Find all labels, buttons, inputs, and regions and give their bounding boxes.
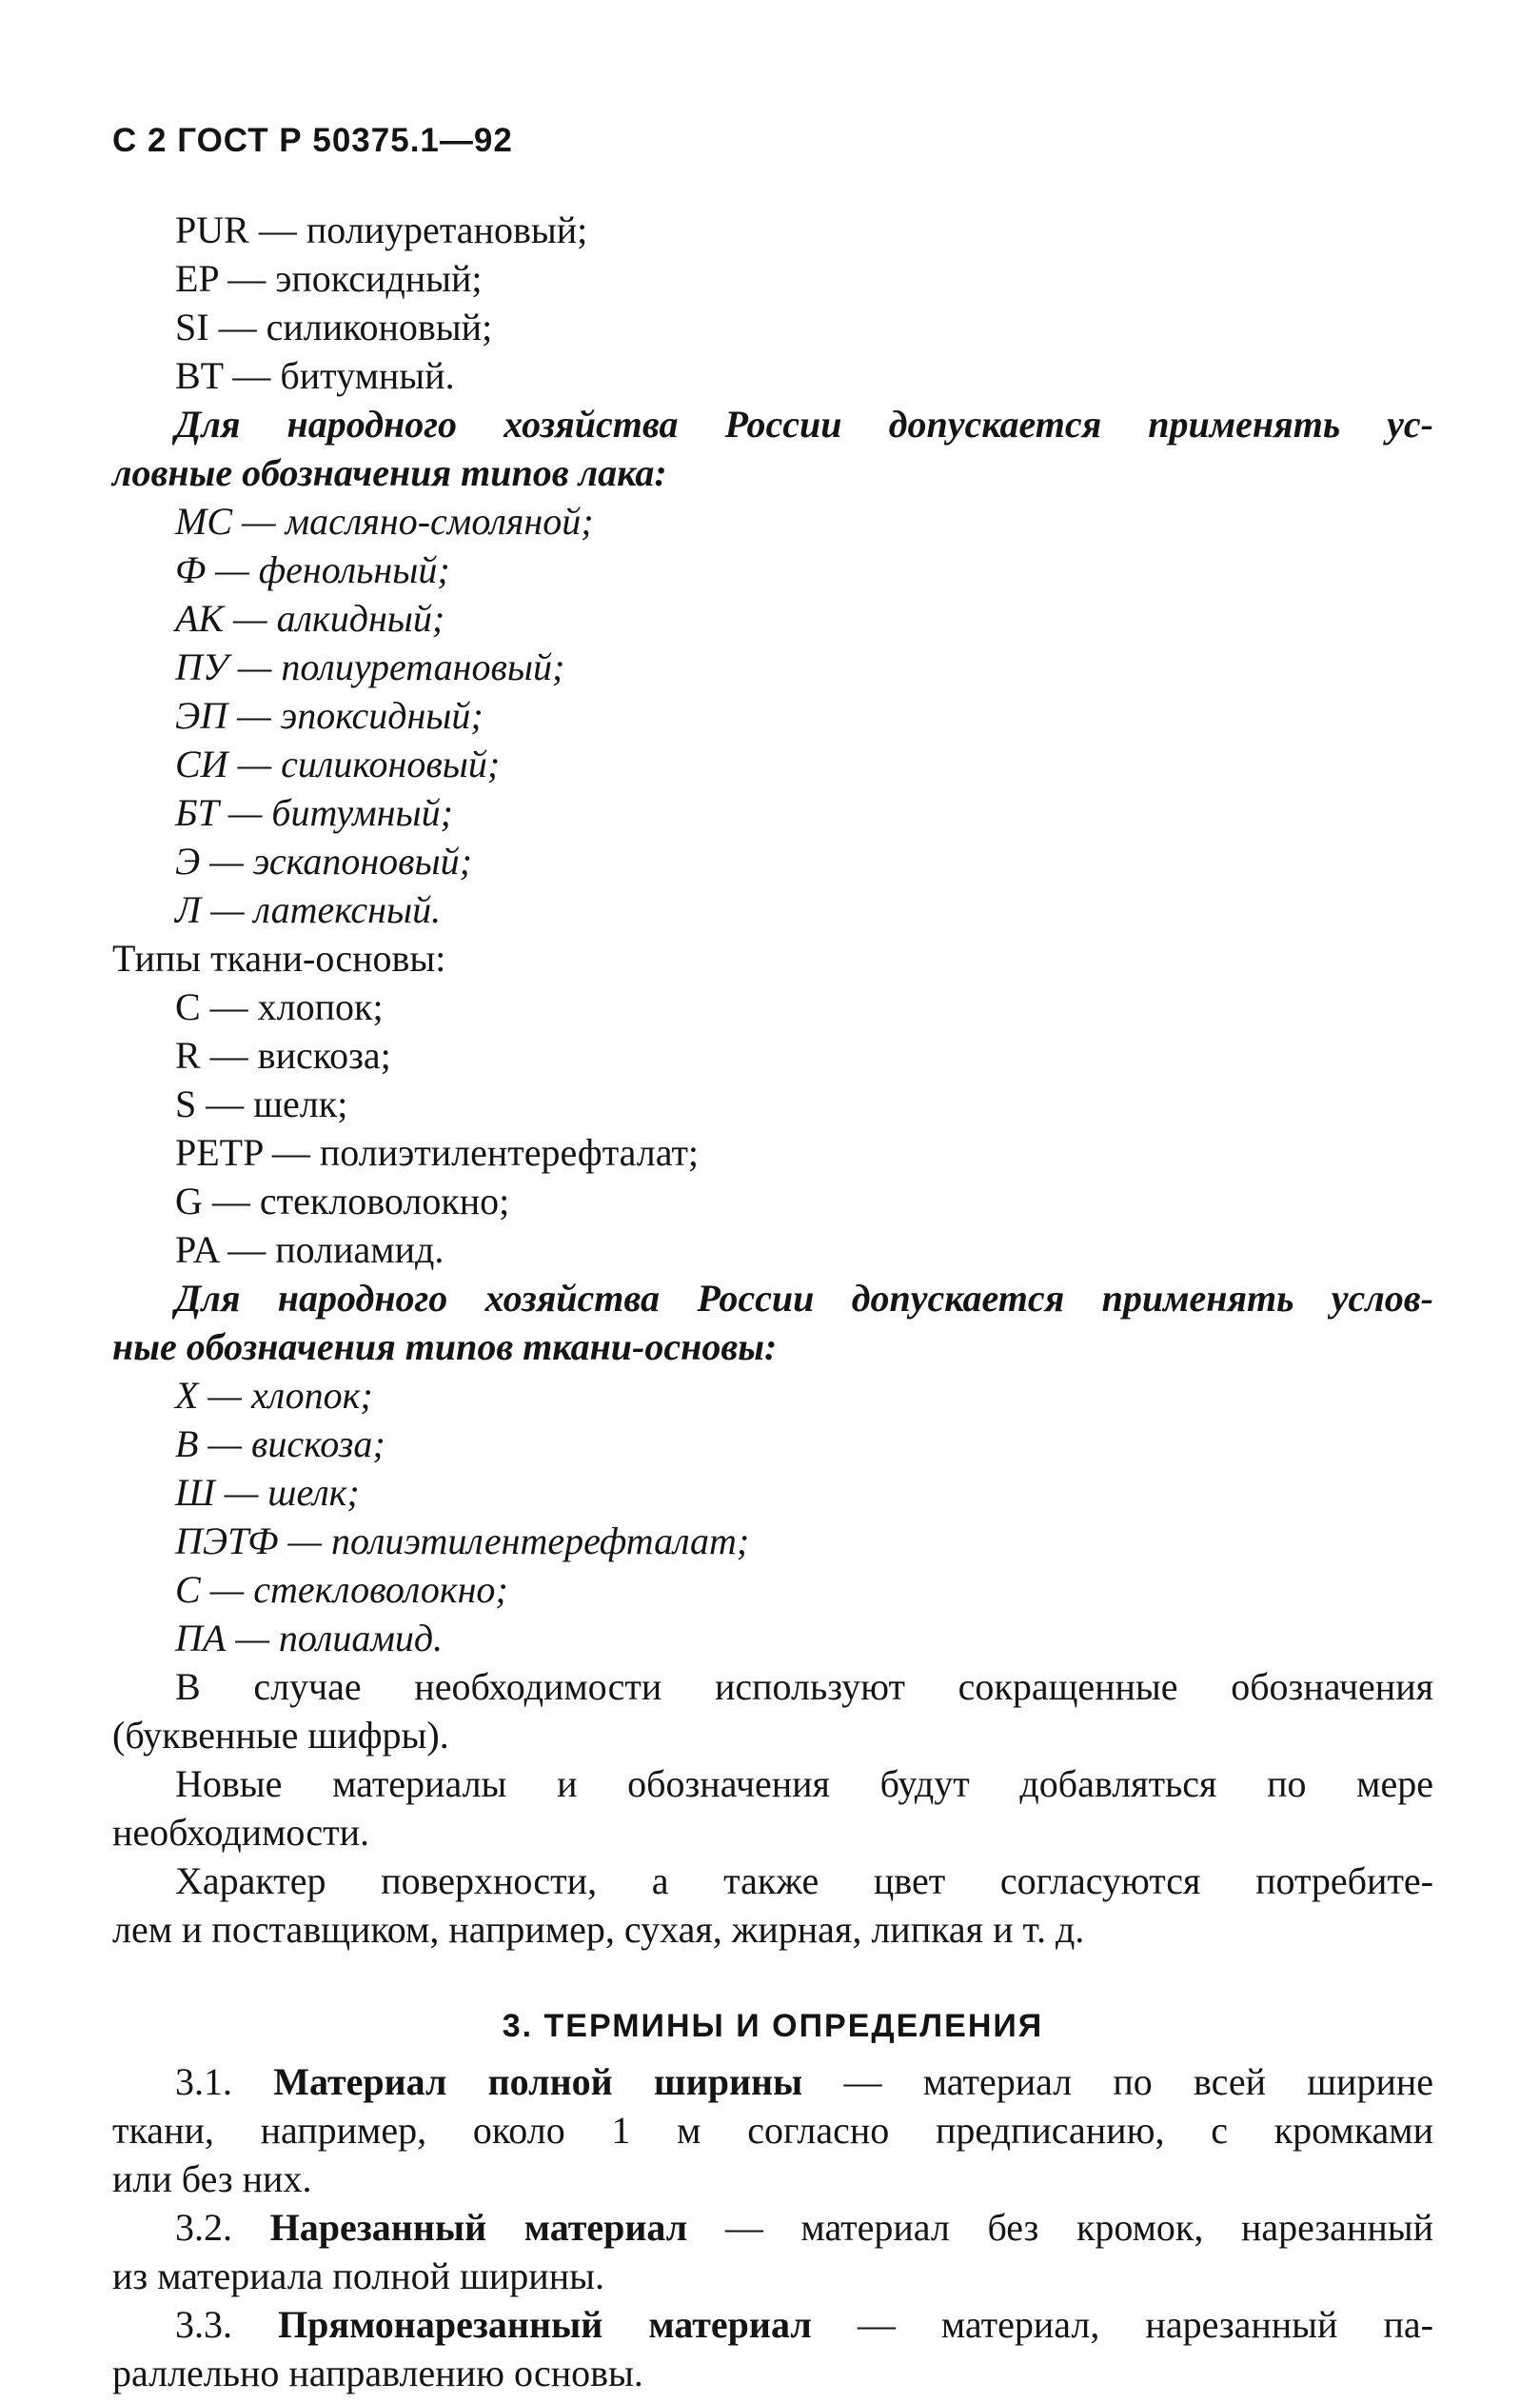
list-item: ЭП — эпоксидный;	[175, 694, 484, 737]
list-item: ПЭТФ — полиэтилентерефталат;	[175, 1519, 750, 1562]
term-name: Прямонарезанный материал	[278, 2303, 812, 2346]
section-spacer	[112, 1959, 1433, 2007]
base-fabric-list	[112, 985, 1433, 1271]
term-definition: — материал без кромок, нарезанный	[724, 2206, 1434, 2249]
list-item: EP — эпоксидный;	[175, 257, 483, 300]
term-3-1	[112, 2060, 1434, 2200]
term-line	[112, 2206, 1434, 2249]
term-3-3	[112, 2303, 1434, 2394]
paragraph-line: Для народного хозяйства России допускается применять услов-	[175, 1277, 1433, 1320]
abbreviations-paragraph	[112, 1665, 1433, 1757]
lacquer-types-list	[112, 211, 1433, 395]
term-name: Нарезанный материал	[269, 2206, 688, 2249]
term-name: Материал полной ширины	[273, 2060, 803, 2103]
list-item: С — хлопок;	[175, 985, 384, 1028]
section-title: 3. ТЕРМИНЫ И ОПРЕДЕЛЕНИЯ	[502, 2008, 1044, 2044]
paragraph-line: ные обозначения типов ткани-основы:	[112, 1325, 778, 1368]
term-line: из материала полной ширины.	[112, 2254, 604, 2297]
list-item: ПУ — полиуретановый;	[175, 645, 565, 688]
list-item: R — вискоза;	[175, 1034, 391, 1077]
base-fabric-heading: Типы ткани-основы:	[112, 937, 446, 980]
list-item: Ф — фенольный;	[175, 548, 450, 591]
list-item: Э — эскапоновый;	[175, 840, 472, 883]
term-number: 3.3.	[175, 2303, 232, 2346]
paragraph-line: лем и поставщиком, например, сухая, жирная, липкая и т. д.	[112, 1908, 1085, 1951]
list-item: BT — битумный.	[175, 354, 455, 397]
paragraph-line: ловные обозначения типов лака:	[112, 451, 667, 494]
paragraph-line: Для народного хозяйства России допускается применять ус-	[175, 403, 1433, 446]
new-materials-paragraph	[112, 1762, 1433, 1854]
list-item: G — стекловолокно;	[175, 1180, 510, 1222]
list-item: МС — масляно-смоляной;	[175, 500, 594, 543]
term-line: раллельно направлению основы.	[112, 2352, 643, 2394]
term-line: или без них.	[112, 2157, 312, 2200]
lacquer-national-note	[112, 403, 1433, 494]
term-line	[112, 2060, 1434, 2103]
term-definition: — материал, нарезанный па-	[857, 2303, 1434, 2346]
term-definition: — материал по всей ширине	[843, 2060, 1434, 2103]
term-number: 3.2.	[175, 2206, 232, 2249]
running-header: С 2 ГОСТ Р 50375.1—92	[112, 122, 513, 159]
term-number: 3.1.	[175, 2060, 232, 2103]
list-item: S — шелк;	[175, 1082, 348, 1125]
page-body	[112, 211, 1433, 2403]
base-fabric-national-list	[112, 1374, 1433, 1659]
list-item: PETP — полиэтилентерефталат;	[175, 1131, 700, 1174]
paragraph-line: Характер поверхности, а также цвет согласуются потребите-	[175, 1859, 1433, 1902]
term-line: ткани, например, около 1 м согласно предписанию, с кромками	[112, 2109, 1433, 2152]
base-fabric-national-note	[112, 1277, 1433, 1368]
list-item: БТ — битумный;	[175, 791, 453, 834]
lacquer-national-list	[112, 500, 1433, 931]
list-item: Ш — шелк;	[175, 1471, 360, 1514]
paragraph-line: (буквенные шифры).	[112, 1714, 449, 1757]
list-item: СИ — силиконовый;	[175, 743, 501, 785]
list-item: АК — алкидный;	[175, 597, 445, 640]
surface-paragraph	[112, 1859, 1433, 1951]
list-item: Х — хлопок;	[175, 1374, 373, 1417]
list-item: В — вискоза;	[175, 1422, 385, 1465]
list-item: ПА — полиамид.	[175, 1617, 444, 1659]
list-item: PUR — полиуретановый;	[175, 209, 588, 251]
list-item: SI — силиконовый;	[175, 306, 493, 348]
list-item: PA — полиамид.	[175, 1228, 444, 1271]
paragraph-line: необходимости.	[112, 1811, 370, 1854]
paragraph-line: В случае необходимости используют сокращенные обозначения	[175, 1665, 1433, 1708]
term-line	[112, 2303, 1434, 2346]
paragraph-line: Новые материалы и обозначения будут добавляться по мере	[175, 1762, 1433, 1805]
list-item: Л — латексный.	[175, 888, 442, 931]
list-item: С — стекловолокно;	[175, 1568, 508, 1611]
term-3-2	[112, 2206, 1434, 2297]
